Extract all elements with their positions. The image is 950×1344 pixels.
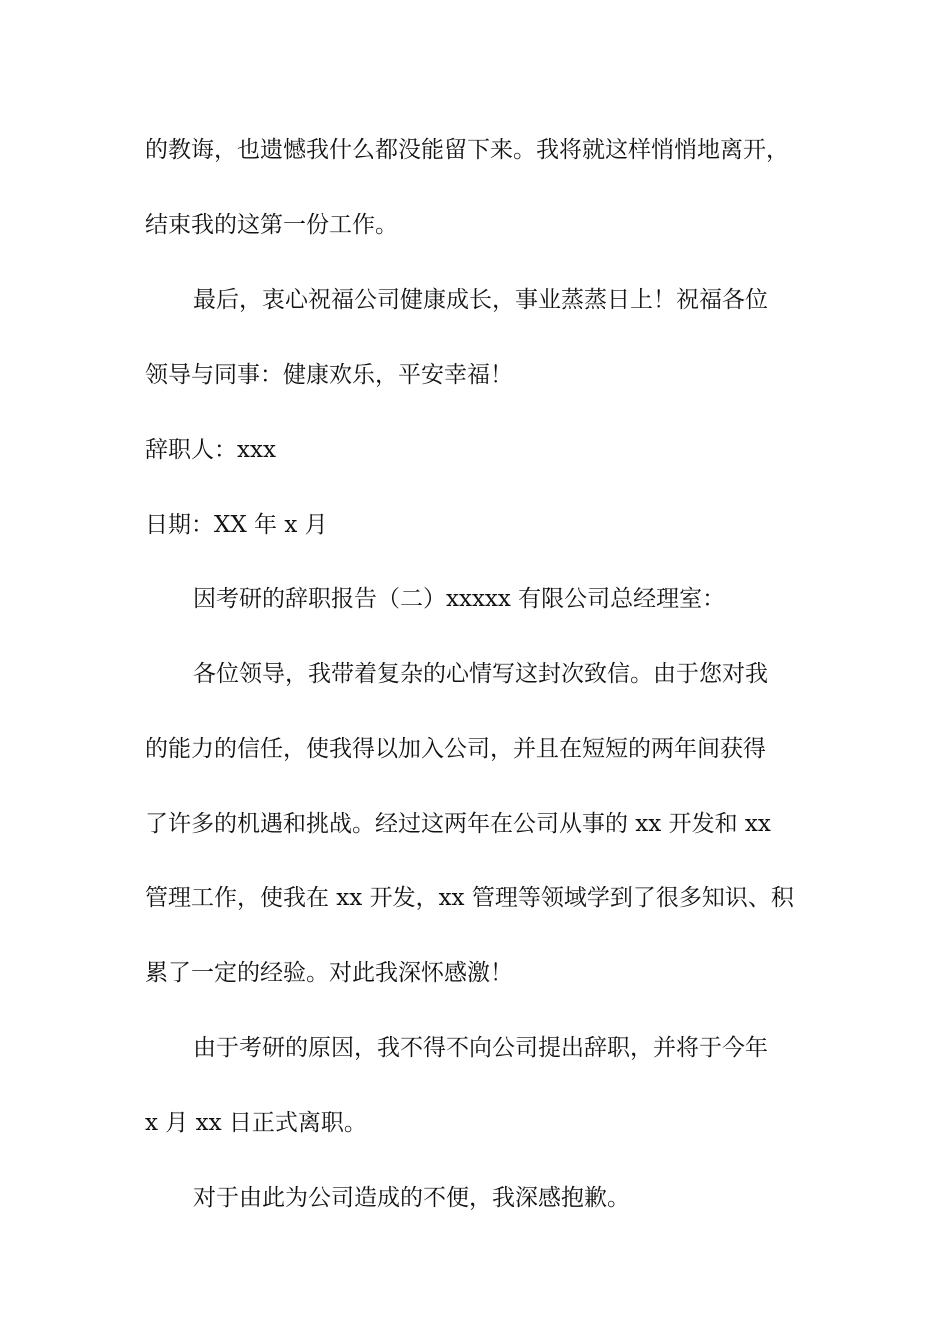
report-heading: 因考研的辞职报告（二）xxxxx 有限公司总经理室： [193,586,726,612]
text-line: 结束我的这第一份工作。 [145,212,398,238]
text-line: 管理工作，使我在 xx 开发，xx 管理等领域学到了很多知识、积 [145,885,794,911]
text-line: 的教诲，也遗憾我什么都没能留下来。我将就这样悄悄地离开， [145,137,789,163]
text-line: x 月 xx 日正式离职。 [145,1110,367,1136]
text-line: 领导与同事：健康欢乐，平安幸福！ [145,362,513,388]
text-line: 由于考研的原因，我不得不向公司提出辞职，并将于今年 [193,1035,768,1061]
text-line: 对于由此为公司造成的不便，我深感抱歉。 [193,1185,630,1211]
text-line: 累了一定的经验。对此我深怀感激！ [145,960,513,986]
text-line: 最后，衷心祝福公司健康成长，事业蒸蒸日上！祝福各位 [193,287,768,313]
text-line: 了许多的机遇和挑战。经过这两年在公司从事的 xx 开发和 xx [145,811,771,837]
text-line: 的能力的信任，使我得以加入公司，并且在短短的两年间获得 [145,736,766,762]
date-line: 日期：XX 年 x 月 [145,512,328,538]
signature-line: 辞职人：xxx [145,437,276,463]
text-line: 各位领导，我带着复杂的心情写这封次致信。由于您对我 [193,661,768,687]
